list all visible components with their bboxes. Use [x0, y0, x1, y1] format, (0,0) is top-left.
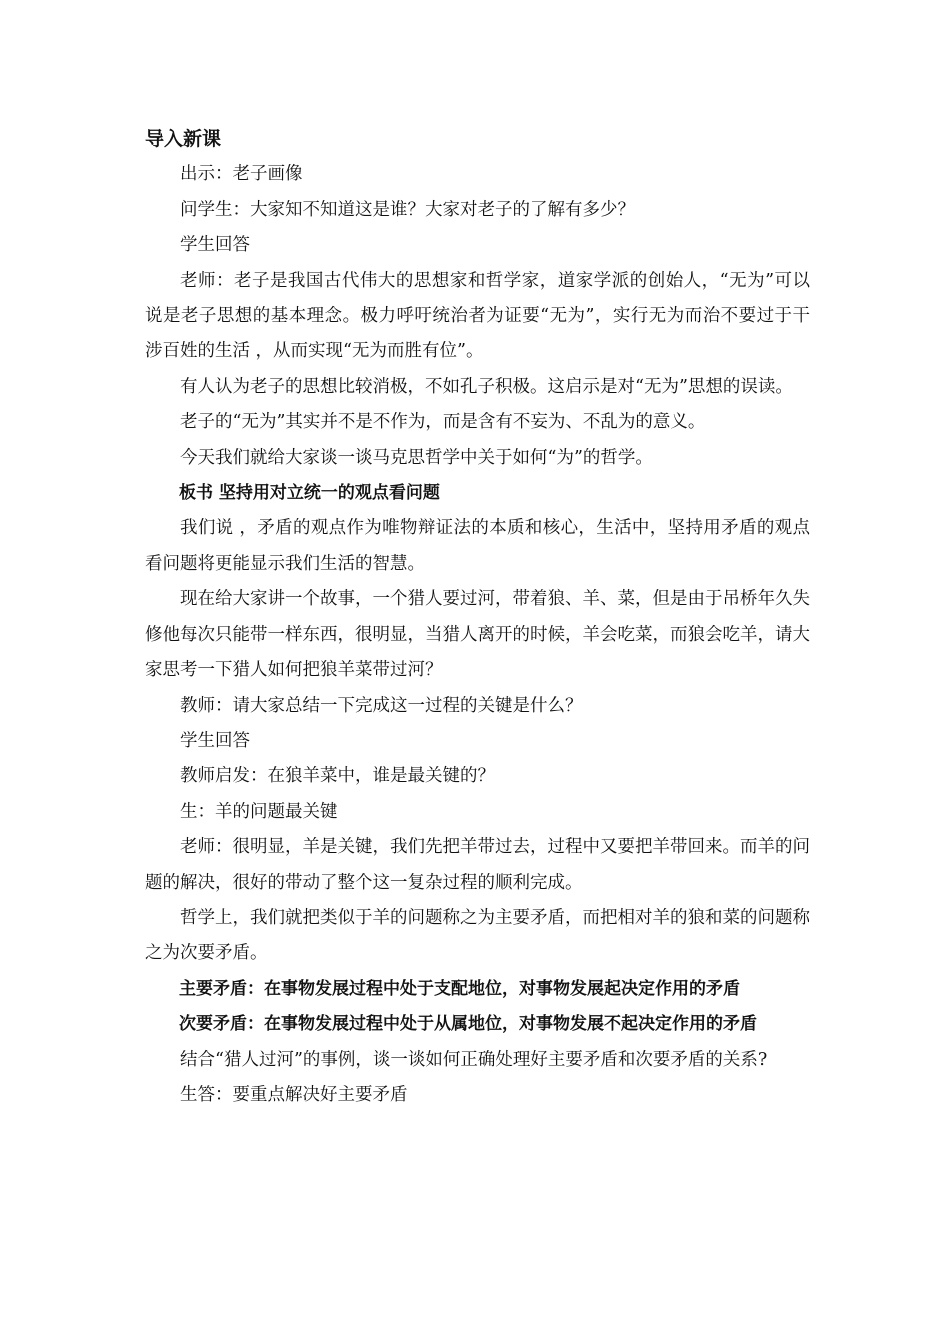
- paragraph-list: [145, 157, 810, 1113]
- paragraph: 结合“猎人过河”的事例，谈一谈如何正确处理好主要矛盾和次要矛盾的关系?: [180, 1049, 768, 1070]
- paragraph: 生：羊的问题最关键: [180, 801, 338, 822]
- bold-paragraph: 次要矛盾：在事物发展过程中处于从属地位，对事物发展不起决定作用的矛盾: [179, 1014, 757, 1035]
- paragraph: 学生回答: [180, 730, 250, 751]
- paragraph: 学生回答: [180, 235, 250, 256]
- paragraph: 生答：要重点解决好主要矛盾: [180, 1084, 408, 1105]
- paragraph: 现在给大家讲一个故事，一个猎人要过河，带着狼、羊、菜，但是由于吊桥年久失修他每次只能带一样东西，很明显，当猎人离开的时候，羊会吃菜，而狼会吃羊，请大家思考一下猎人如何把狼羊菜带过河？: [145, 589, 810, 681]
- paragraph: 老师：老子是我国古代伟大的思想家和哲学家，道家学派的创始人，“无为”可以说是老子思想的基本理念。极力呼吁统治者为证要“无为”，实行无为而治不要过于干涉百姓的生活 ，从而实现“无为而胜有位”。: [145, 270, 810, 362]
- paragraph: 教师启发：在狼羊菜中，谁是最关键的？: [180, 766, 495, 787]
- paragraph: 哲学上，我们就把类似于羊的问题称之为主要矛盾，而把相对羊的狼和菜的问题称之为次要矛盾。: [145, 907, 810, 964]
- paragraph: 问学生：大家知不知道这是谁？大家对老子的了解有多少？: [180, 199, 635, 220]
- document-body: [145, 120, 810, 1113]
- paragraph: 出示：老子画像: [180, 164, 303, 185]
- paragraph: 教师：请大家总结一下完成这一过程的关键是什么？: [180, 695, 583, 716]
- paragraph: 有人认为老子的思想比较消极，不如孔子积极。这启示是对“无为”思想的误读。: [180, 376, 793, 397]
- paragraph: 老子的“无为”其实并不是不作为，而是含有不妄为、不乱为的意义。: [180, 412, 706, 433]
- bold-paragraph: 主要矛盾：在事物发展过程中处于支配地位，对事物发展起决定作用的矛盾: [179, 978, 740, 999]
- paragraph: 我们说 ，矛盾的观点作为唯物辩证法的本质和核心，生活中，坚持用矛盾的观点看问题将更能显示我们生活的智慧。: [145, 518, 810, 574]
- bold-paragraph: 板书 坚持用对立统一的观点看问题: [179, 483, 440, 504]
- paragraph: 老师：很明显，羊是关键，我们先把羊带过去，过程中又要把羊带回来。而羊的问题的解决，很好的带动了整个这一复杂过程的顺利完成。: [145, 837, 810, 893]
- section-heading: 导入新课: [145, 128, 222, 150]
- paragraph: 今天我们就给大家谈一谈马克思哲学中关于如何“为”的哲学。: [180, 447, 653, 468]
